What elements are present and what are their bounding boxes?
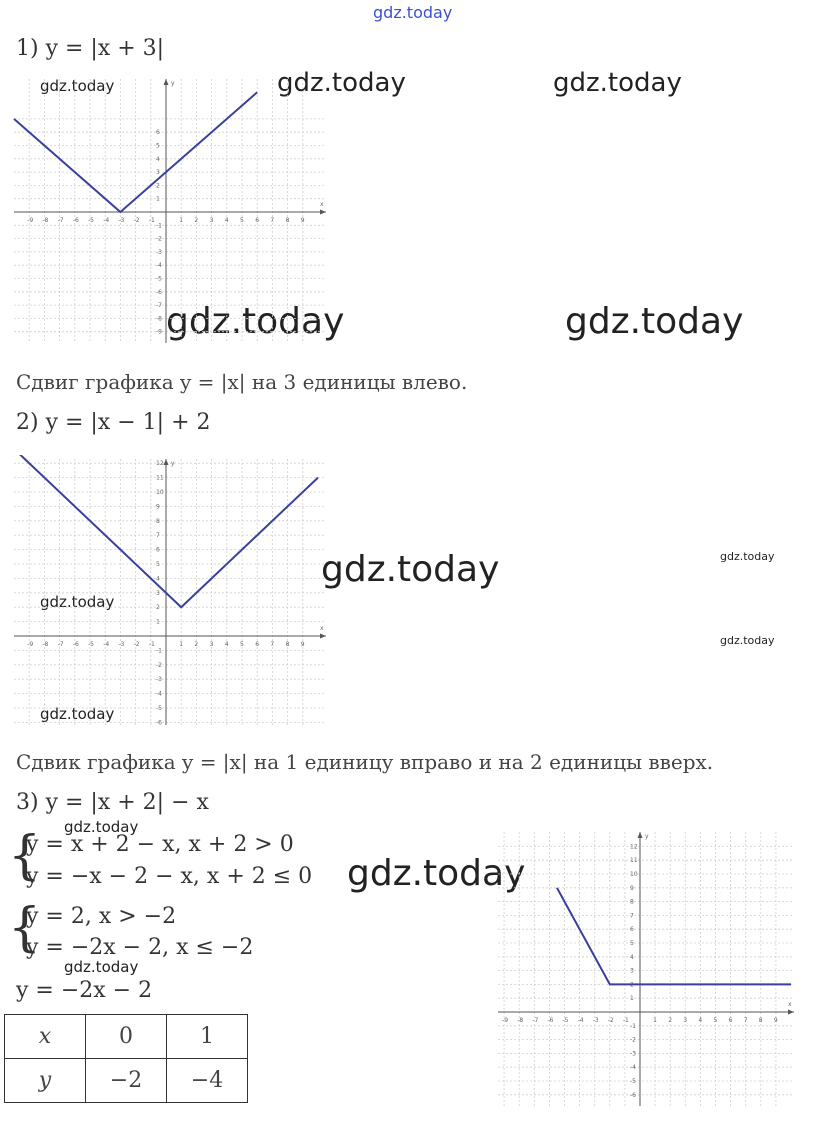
y-axis-arrow [164,459,169,465]
x-tick-label: 6 [255,641,260,648]
x-tick-label: 4 [698,1017,703,1024]
x-tick-label: 8 [285,217,290,224]
y-tick-label: -4 [156,262,162,270]
x-tick-label: 1 [653,1017,657,1024]
watermark: gdz.today [321,549,500,590]
x-tick-label: -5 [88,217,94,224]
y-tick-label: 4 [156,155,160,163]
x-tick-label: 2 [668,1017,673,1024]
x-tick-label: -1 [622,1017,629,1024]
y-tick-label: -8 [156,315,162,323]
y-tick-label: -6 [156,288,162,296]
x-tick-label: 8 [758,1017,763,1024]
y-tick-label: -5 [156,705,162,712]
table-row [5,1015,248,1059]
y-tick-label: 12 [156,460,164,468]
y-axis-arrow [638,832,643,838]
x-tick-label: -9 [502,1017,509,1024]
y-tick-label: 6 [156,546,160,554]
x-tick-label: 4 [224,641,229,648]
problem1-label: 1) y = |x + 3| [16,36,165,61]
y-axis-label: y [171,80,175,87]
y-tick-label: -7 [156,302,162,310]
y-tick-label: 2 [630,981,634,989]
y-tick-label: 1 [156,195,160,203]
system1-line-1: y = x + 2 − x, x + 2 > 0 [26,832,294,857]
y-tick-label: 6 [630,926,634,934]
x-tick-label: 8 [285,641,290,648]
watermark: gdz.today [166,301,345,342]
chart-1 [12,75,332,345]
x-tick-label: -3 [118,217,125,224]
x-tick-label: -4 [103,217,110,224]
x-tick-label: -1 [148,641,155,648]
x-tick-label: 7 [270,217,275,224]
y-axis-label: y [645,833,649,840]
x-tick-label: -4 [577,1017,584,1024]
y-tick-label: -6 [156,719,162,727]
values-table [4,1014,248,1103]
watermark: gdz.today [40,705,115,723]
watermark: gdz.today [720,634,775,647]
system2-line-1: y = 2, x > −2 [26,904,177,929]
table-cell: 1 [167,1015,248,1059]
y-tick-label: -9 [156,328,162,336]
chart-2 [12,455,332,727]
x-tick-label: -7 [57,641,64,648]
x-tick-label: 5 [713,1017,718,1024]
x-axis-arrow [320,210,326,215]
x-tick-label: 9 [300,641,305,648]
system2-brace: { [8,898,42,958]
y-tick-label: 3 [630,967,634,975]
y-tick-label: 3 [156,589,160,597]
y-tick-label: 3 [156,169,160,177]
x-tick-label: 7 [743,1017,748,1024]
y-tick-label: 11 [630,857,638,865]
x-axis-label: x [320,625,324,632]
x-tick-label: 5 [240,641,244,648]
x-tick-label: -7 [57,217,64,224]
y-tick-label: 5 [630,940,634,947]
x-tick-label: -8 [42,217,49,224]
x-tick-label: 6 [728,1017,733,1024]
table-cell: −4 [167,1059,248,1103]
x-tick-label: -2 [133,217,140,224]
x-tick-label: -6 [547,1017,554,1024]
y-tick-label: -1 [630,1022,636,1030]
x-axis-arrow [320,634,326,639]
x-tick-label: -5 [562,1017,569,1024]
x-tick-label: 4 [224,217,229,224]
table-cell: y [5,1059,86,1103]
y-tick-label: 12 [630,843,638,851]
watermark: gdz.today [40,77,115,95]
y-tick-label: -1 [156,222,162,230]
system2-line-2: y = −2x − 2, x ≤ −2 [26,935,254,960]
x-tick-label: -6 [72,641,79,648]
x-tick-label: 3 [209,641,214,648]
x-tick-label: -2 [133,641,140,648]
x-axis-arrow [788,1010,794,1015]
x-axis-label: x [788,1001,792,1008]
y-tick-label: 6 [156,129,160,137]
x-tick-label: 1 [179,217,184,224]
y-axis-label: y [171,460,175,467]
x-tick-label: 6 [255,217,260,224]
series-line [557,888,791,985]
table-cell: x [5,1015,86,1059]
problem1-caption: Сдвиг графика y = |x| на 3 единицы влево. [16,370,468,394]
x-tick-label: 7 [270,641,275,648]
y-tick-label: 10 [156,489,164,496]
y-tick-label: -3 [630,1050,636,1058]
y-tick-label: 1 [156,618,160,626]
y-tick-label: -2 [630,1036,636,1044]
x-tick-label: -6 [72,217,79,224]
y-tick-label: -2 [156,235,162,243]
problem2-label: 2) y = |x − 1| + 2 [16,410,211,435]
x-tick-label: 2 [194,641,199,648]
y-tick-label: 2 [156,604,160,612]
watermark: gdz.today [64,958,139,976]
y-tick-label: 1 [630,995,634,1003]
y-tick-label: 2 [156,182,160,190]
x-tick-label: -2 [607,1017,614,1024]
y-tick-label: 7 [156,532,160,540]
x-tick-label: -1 [148,217,155,224]
watermark: gdz.today [40,593,115,611]
x-axis-label: x [320,201,324,208]
x-tick-label: -9 [27,217,34,224]
y-tick-label: 8 [156,517,160,525]
table-row [5,1059,248,1103]
x-tick-label: -3 [592,1017,599,1024]
y-tick-label: -3 [156,676,162,684]
y-tick-label: -4 [630,1064,636,1072]
watermark: gdz.today [553,68,682,98]
x-tick-label: -7 [532,1017,539,1024]
x-tick-label: 3 [209,217,214,224]
watermark-top: gdz.today [373,3,453,22]
x-tick-label: -3 [118,641,125,648]
x-tick-label: 2 [194,217,199,224]
x-tick-label: 3 [683,1017,688,1024]
x-tick-label: -4 [103,641,110,648]
x-tick-label: -9 [27,641,34,648]
y-tick-label: 8 [630,898,634,906]
x-tick-label: -8 [42,641,49,648]
problem3-label: 3) y = |x + 2| − x [16,790,209,815]
y-tick-label: 7 [630,912,634,920]
x-tick-label: -8 [517,1017,524,1024]
y-axis-arrow [164,79,169,85]
table-cell: 0 [86,1015,167,1059]
system1-line-2: y = −x − 2 − x, x + 2 ≤ 0 [26,864,313,889]
y-tick-label: -4 [156,690,162,698]
watermark: gdz.today [720,550,775,563]
x-tick-label: 9 [300,217,305,224]
y-tick-label: 5 [156,561,160,568]
y-tick-label: 4 [156,575,160,583]
watermark: gdz.today [64,818,139,836]
watermark: gdz.today [347,853,526,894]
y-tick-label: -5 [630,1078,636,1085]
y-tick-label: -1 [156,647,162,655]
y-tick-label: 11 [156,474,164,482]
y-tick-label: -3 [156,248,162,256]
y-tick-label: -2 [156,661,162,669]
y-tick-label: 4 [630,953,634,961]
y-tick-label: -5 [156,275,162,283]
chart-3 [496,828,800,1108]
watermark: gdz.today [565,301,744,342]
problem2-caption: Сдвик графика y = |x| на 1 единицу вправо и на 2 единицы вверх. [16,750,714,774]
y-tick-label: 5 [156,142,160,150]
x-tick-label: 1 [179,641,184,648]
y-tick-label: 9 [156,503,160,511]
y-tick-label: 9 [630,884,634,892]
y-tick-label: -6 [630,1091,636,1099]
system1-brace: { [8,826,42,886]
x-tick-label: 5 [240,217,244,224]
y-tick-label: 10 [630,871,638,878]
x-tick-label: -5 [88,641,94,648]
x-tick-label: 9 [773,1017,778,1024]
table-cell: −2 [86,1059,167,1103]
watermark: gdz.today [277,68,406,98]
problem3-result: y = −2x − 2 [16,978,153,1003]
